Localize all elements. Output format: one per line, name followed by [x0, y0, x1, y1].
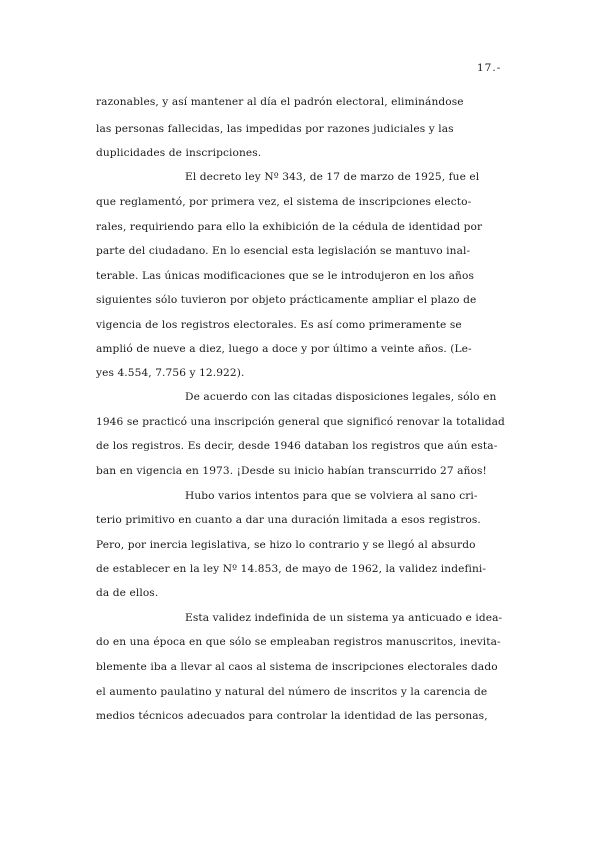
text-line: yes 4.554, 7.756 y 12.922). — [96, 367, 245, 379]
text-line: de establecer en la ley Nº 14.853, de mayo de 1962, la validez indefini- — [96, 563, 487, 575]
text-line: el aumento paulatino y natural del número de inscritos y la carencia de — [96, 686, 488, 698]
text-line: Hubo varios intentos para que se volviera al sano cri- — [185, 490, 478, 502]
text-line: duplicidades de inscripciones. — [96, 147, 262, 159]
text-line: vigencia de los registros electorales. Es así como primeramente se — [96, 319, 462, 331]
text-line: El decreto ley Nº 343, de 17 de marzo de 1925, fue el — [185, 171, 480, 183]
text-line: medios técnicos adecuados para controlar la identidad de las personas, — [96, 710, 488, 722]
text-line: rales, requiriendo para ello la exhibición de la cédula de identidad por — [96, 221, 483, 233]
text-line: Esta validez indefinida de un sistema ya anticuado e idea- — [185, 612, 503, 624]
text-line: amplió de nueve a diez, luego a doce y por último a veinte años. (Le- — [96, 343, 472, 355]
text-line: De acuerdo con las citadas disposiciones legales, sólo en — [185, 391, 497, 403]
text-line: ban en vigencia en 1973. ¡Desde su inicio habían transcurrido 27 años! — [96, 465, 487, 477]
text-line: 1946 se practicó una inscripción general que significó renovar la totalidad — [96, 416, 505, 428]
text-line: parte del ciudadano. En lo esencial esta legislación se mantuvo inal- — [96, 245, 471, 257]
text-line: blemente iba a llevar al caos al sistema de inscripciones electorales dado — [96, 661, 498, 673]
text-line: siguientes sólo tuvieron por objeto prácticamente ampliar el plazo de — [96, 294, 477, 306]
text-line: da de ellos. — [96, 587, 159, 599]
text-line: que reglamentó, por primera vez, el sistema de inscripciones electo- — [96, 196, 472, 208]
text-line: razonables, y así mantener al día el padrón electoral, eliminándose — [96, 96, 464, 108]
text-line: de los registros. Es decir, desde 1946 databan los registros que aún esta- — [96, 440, 498, 452]
text-line: Pero, por inercia legislativa, se hizo lo contrario y se llegó al absurdo — [96, 539, 476, 551]
text-line: terio primitivo en cuanto a dar una duración limitada a esos registros. — [96, 514, 481, 526]
page-number: 17.- — [477, 62, 502, 74]
text-line: terable. Las únicas modificaciones que se le introdujeron en los años — [96, 270, 474, 282]
text-line: do en una época en que sólo se empleaban registros manuscritos, inevita- — [96, 636, 501, 648]
text-line: las personas fallecidas, las impedidas por razones judiciales y las — [96, 123, 454, 135]
